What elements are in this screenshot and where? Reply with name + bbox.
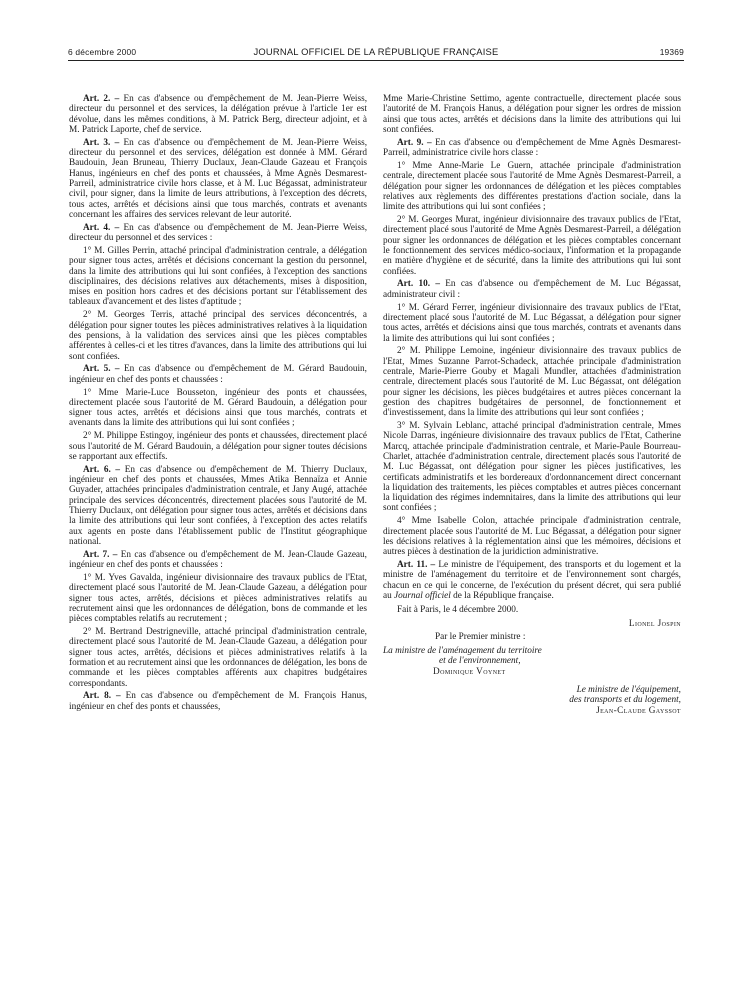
article-paragraph bbox=[69, 691, 367, 712]
article-11 bbox=[383, 560, 681, 601]
article-label: Art. 10. – bbox=[397, 279, 440, 290]
minister-equipment-title-2: des transports et du logement, bbox=[569, 695, 681, 706]
header-rule bbox=[68, 60, 684, 61]
article-paragraph bbox=[69, 364, 367, 385]
article-label: Art. 3. – bbox=[83, 137, 120, 148]
minister-environment-signature: Dominique Voynet bbox=[433, 666, 506, 677]
par-le-premier-ministre: Par le Premier ministre : bbox=[435, 631, 526, 642]
article-paragraph bbox=[69, 94, 367, 135]
continued-paragraph: Mme Marie-Christine Settimo, agente contractuelle, directement placée sous l'autorité de M. François Hanus, a délégation pour signer les ordres de mission ainsi que tous actes, arrêtés et décisions dans la limite des attributions qui lui sont confiées. bbox=[383, 94, 681, 135]
article-text: En cas d'absence ou d'empêchement de M. Jean-Claude Gazeau, ingénieur en chef des ponts et chaussées : bbox=[69, 549, 367, 571]
article-paragraph bbox=[69, 465, 367, 547]
delegation-paragraph: 3° M. Sylvain Leblanc, attaché principal d'administration centrale, Mmes Nicole Darras, ingénieure divisionnaire des travaux publics de l'Etat, Catherine Marcq, attachée principale d'administration centrale, et Marie-Paule Bourreau-Charlet, attachée d'administration centrale, directement placés sous l'autorité de M. Luc Bégassat, ont délégation pour signer les pièces justificatives, les certificats administratifs et les bordereaux d'ordonnancement direct concernant la liquidation des traitements, les pièces comptables et autres pièces concernant la liquidation des régimes indemnitaires, dans la limite des attributions qui leur sont confiées ; bbox=[383, 421, 681, 514]
article-paragraph bbox=[383, 138, 681, 159]
article-label: Art. 2. – bbox=[83, 94, 120, 104]
delegation-paragraph: 2° M. Bertrand Destrigneville, attaché principal d'administration centrale, directement placé sous l'autorité de M. Jean-Claude Gazeau, a délégation pour signer tous actes, arrêtés, décisions et pièces administratives relatifs à la formation et au recrutement ainsi que les ordonnances de délégation, les bons de commande et les pièces comptables afférents aux chapitres budgétaires correspondants. bbox=[69, 627, 367, 689]
prime-minister-signature: Lionel Jospin bbox=[628, 618, 681, 629]
delegation-paragraph: 2° M. Georges Terris, attaché principal des services déconcentrés, a délégation pour signer toutes les pièces administratives relatives à la liquidation des pensions, à la validation des services ainsi que les pièces comptables afférentes à celles-ci et les titres d'avances, dans la limite des attributions qui lui sont confiées. bbox=[69, 310, 367, 362]
right-column-body bbox=[383, 94, 681, 558]
journal-title: JOURNAL OFFICIEL DE LA RÉPUBLIQUE FRANÇAISE bbox=[253, 46, 499, 57]
delegation-paragraph: 2° M. Georges Murat, ingénieur divisionnaire des travaux publics de l'Etat, directement placé sous l'autorité de Mme Agnès Desmarest-Parreil, a délégation pour signer les ordonnances de délégation et les pièces comptables concernant le fonctionnement des services médico-sociaux, l'information et la propagande en matière d'hygiène et de sécurité, dans la limite des attributions qui lui sont confiées. bbox=[383, 215, 681, 277]
journal-reference: Journal officiel bbox=[394, 591, 451, 601]
delegation-paragraph: 2° M. Philippe Estingoy, ingénieur des ponts et chaussées, directement placé sous l'autorité de M. Gérard Baudouin, a délégation pour signer toutes décisions se rapportant aux effectifs. bbox=[69, 431, 367, 462]
delegation-paragraph: 1° M. Yves Gavalda, ingénieur divisionnaire des travaux publics de l'Etat, directement placé sous l'autorité de M. Jean-Claude Gazeau, a délégation pour signer tous actes, arrêtés, décisions et pièces administratives relatifs au recrutement ainsi que les ordonnances de délégation, bons de commande et les pièces comptables relatifs au recrutement ; bbox=[69, 573, 367, 625]
header-date: 6 décembre 2000 bbox=[68, 47, 137, 57]
delegation-paragraph: 4° Mme Isabelle Colon, attachée principale d'administration centrale, directement placée sous l'autorité de M. Luc Bégassat, a délégation pour signer les décisions relatives à la réglementation ainsi que les mémoires, décisions et autres pièces à destination de la juridiction administrative. bbox=[383, 516, 681, 558]
article-text: En cas d'absence ou d'empêchement de M. Jean-Pierre Weiss, directeur du personnel et des services, délégation est donnée à MM. Gérard Baudouin, Jean Bruneau, Thierry Duclaux, Jean-Claude Gazeau et François Hanus, ingénieurs en chef des ponts et chaussées, à Mme Agnès Desmarest-Parreil, administratrice civile hors classe, et à M. Luc Bégassat, administrateur civil, pour signer, dans la limite de leurs attributions, à l'exception des décrets, tous actes, arrêtés et décisions ainsi que tous marchés, contrats et avenants concernant les affaires des services relevant de leur autorité. bbox=[69, 137, 368, 220]
delegation-paragraph: 2° M. Philippe Lemoine, ingénieur divisionnaire des travaux publics de l'Etat, Mmes Suzanne Parrot-Schadeck, attachée principale d'administration centrale, Marie-Pierre Gouby et Magali Mundler, attachées d'administration centrale, directement placés sous l'autorité de M. Luc Bégassat, ont délégation pour signer les décisions, les pièces budgétaires et autres pièces concernant la gestion des chapitres budgétaires de personnel, de fonctionnement et d'investissement, dans la limite des attributions qui leur sont confiées ; bbox=[383, 346, 681, 419]
article-label: Art. 7. – bbox=[83, 549, 118, 560]
delegation-paragraph: 1° Mme Marie-Luce Bousseton, ingénieur des ponts et chaussées, directement placée sous l'autorité de M. Gérard Baudouin, a délégation pour signer tous actes, arrêtés et décisions ainsi que tous marchés, contrats et avenants dans la limite des attributions qui lui sont confiées ; bbox=[69, 387, 367, 429]
article-paragraph bbox=[69, 550, 367, 571]
article-text: En cas d'absence ou d'empêchement de M. François Hanus, ingénieur en chef des ponts et chaussées, bbox=[69, 691, 367, 712]
fait-a-paris: Fait à Paris, le 4 décembre 2000. bbox=[397, 605, 519, 616]
left-column bbox=[69, 94, 367, 715]
minister-environment-title-1: La ministre de l'aménagement du territoire bbox=[383, 646, 542, 657]
article-paragraph bbox=[69, 138, 367, 220]
article-label: Art. 4. – bbox=[83, 222, 120, 233]
delegation-paragraph: 1° M. Gérard Ferrer, ingénieur divisionnaire des travaux publics de l'Etat, directement placé sous l'autorité de M. Luc Bégassat, a délégation pour signer tous actes, arrêtés et décisions ainsi que tous marchés, contrats et avenants dans la limite des attributions qui lui sont confiées ; bbox=[383, 302, 681, 344]
right-column bbox=[383, 94, 681, 716]
article-paragraph bbox=[383, 279, 681, 300]
page-number: 19369 bbox=[659, 47, 684, 57]
article-text: En cas d'absence ou d'empêchement de M. Luc Bégassat, administrateur civil : bbox=[383, 279, 681, 300]
article-label: Art. 6. – bbox=[83, 464, 121, 475]
article-text: Le ministre de l'équipement, des transports et du logement et la ministre de l'aménagement du territoire et de l'environnement sont chargés, chacun en ce qui le concerne, de l'exécution du présent décret, qui sera publié au bbox=[383, 560, 681, 601]
article-text-end: de la République française. bbox=[450, 591, 554, 601]
article-text: En cas d'absence ou d'empêchement de M. Jean-Pierre Weiss, directeur du personnel et des services, la délégation prévue à l'article 1er est dévolue, dans les mêmes conditions, à M. Patrick Berg, directeur adjoint, et à M. Patrick Laporte, chef de service. bbox=[69, 94, 368, 135]
minister-equipment-title-1: Le ministre de l'équipement, bbox=[576, 685, 681, 696]
article-label: Art. 9. – bbox=[397, 137, 432, 148]
delegation-paragraph: 1° M. Gilles Perrin, attaché principal d'administration centrale, a délégation pour signer tous actes, arrêtés et décisions concernant la gestion du personnel, dans la limite des attributions qui lui sont confiées, à l'exception des sanctions disciplinaires, des décisions relatives aux détachements, mises à disposition, mises en position hors cadres et des décisions portant sur l'établissement des tableaux d'avancement et des listes d'aptitude ; bbox=[69, 245, 367, 308]
minister-environment-title-2: et de l'environnement, bbox=[439, 656, 521, 667]
article-label: Art. 11. – bbox=[397, 560, 436, 571]
minister-equipment-signature: Jean-Claude Gayssot bbox=[596, 705, 681, 716]
article-label: Art. 5. – bbox=[83, 364, 120, 375]
article-text: En cas d'absence ou d'empêchement de M. Gérard Baudouin, ingénieur en chef des ponts et chaussées : bbox=[69, 364, 367, 385]
article-paragraph bbox=[69, 223, 367, 244]
article-text: En cas d'absence ou d'empêchement de M. Jean-Pierre Weiss, directeur du personnel et des services : bbox=[69, 222, 368, 244]
page-header bbox=[68, 45, 684, 59]
article-text: En cas d'absence ou d'empêchement de Mme Agnès Desmarest-Parreil, administratrice civile hors classe : bbox=[383, 137, 681, 159]
article-label: Art. 8. – bbox=[83, 691, 121, 702]
delegation-paragraph: 1° Mme Anne-Marie Le Guern, attachée principale d'administration centrale, directement placée sous l'autorité de Mme Agnès Desmarest-Parreil, a délégation pour signer les ordonnances de délégation et les pièces comptables relatives aux règlements des différentes prestations d'action sociale, dans la limite des attributions qui lui sont confiées ; bbox=[383, 160, 681, 213]
article-text: En cas d'absence ou d'empêchement de M. Thierry Duclaux, ingénieur en chef des ponts et chaussées, Mmes Atika Bennaïza et Annie Guyader, attachées principales d'administration centrale, et Jany Augé, attachée principale des services déconcentrés, directement placées sous l'autorité de M. Thierry Duclaux, ont délégation pour signer tous actes, arrêtés et décisions dans la limite des attributions qui leur sont confiées, à l'exception des actes relatifs aux agents en poste dans l'établissement public de l'Institut géographique national. bbox=[69, 464, 367, 547]
